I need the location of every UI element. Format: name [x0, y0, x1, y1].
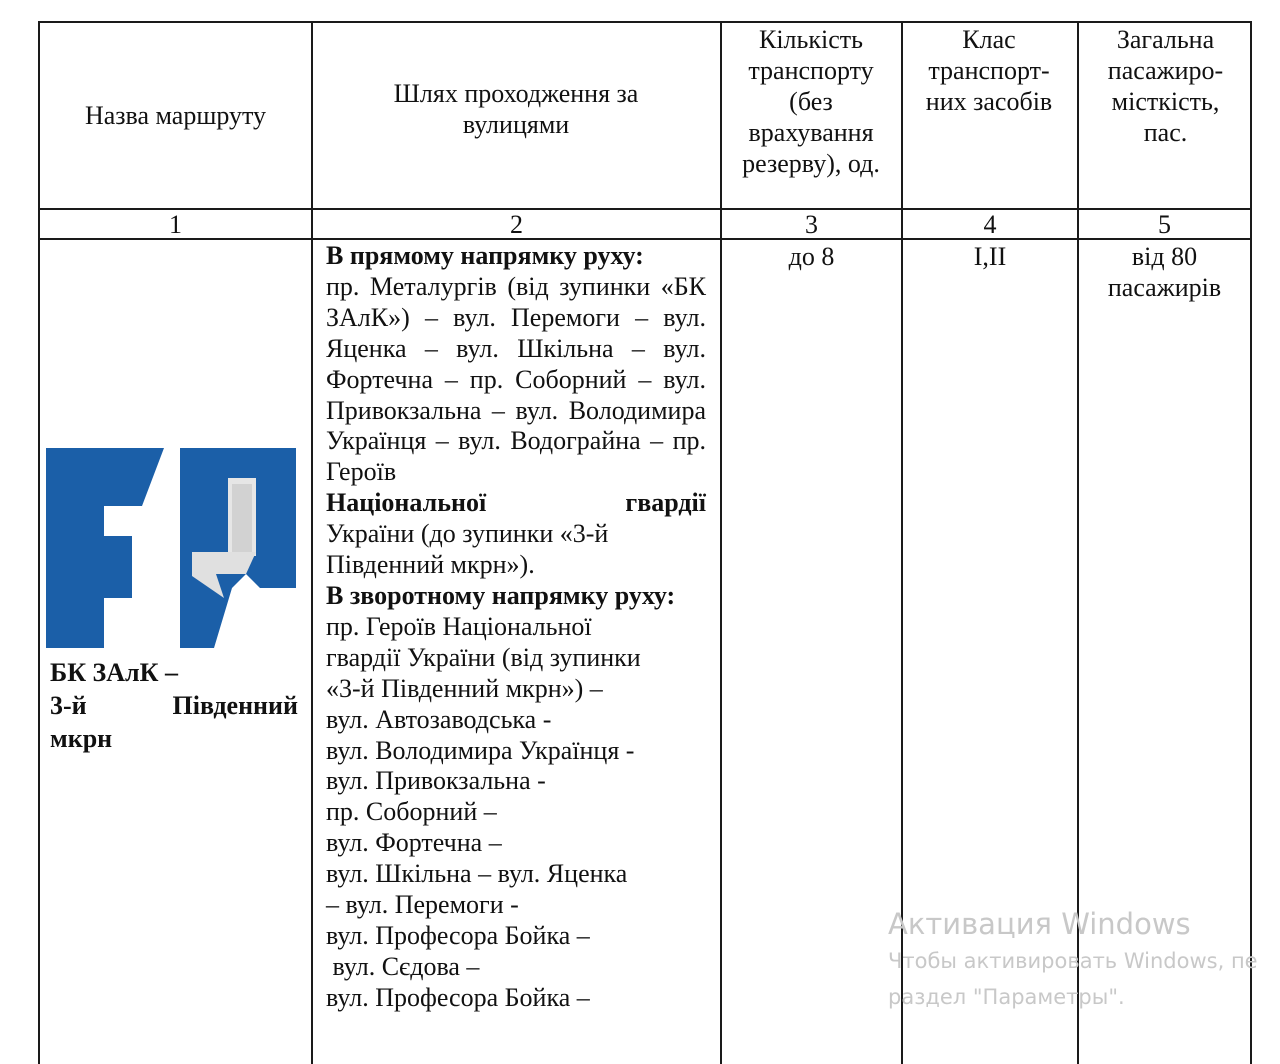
- header-vehicle-class-text: Клас транспорт-них засобів: [925, 25, 1053, 116]
- col-border-1: [311, 21, 313, 1064]
- forward-route-text-end: [326, 488, 706, 581]
- vehicle-count: до 8: [788, 242, 835, 271]
- reverse-route-line: вул. Володимира Українця -: [326, 735, 635, 765]
- vehicle-class: I,II: [973, 242, 1007, 271]
- route-name: [50, 656, 298, 755]
- reverse-route-list: [326, 612, 706, 1014]
- reverse-route-line: вул. Автозаводська -: [326, 704, 552, 734]
- route-name-line-1: БК ЗАлК –: [50, 658, 178, 687]
- column-number-1: 1: [169, 210, 182, 239]
- forward-route-text-bold: Національної гвардії: [326, 488, 706, 518]
- reverse-route-line: вул. Фортечна –: [326, 828, 502, 858]
- header-vehicle-count: [728, 24, 894, 179]
- header-route-path: [340, 23, 692, 208]
- reverse-route-line: гвардії України (від зупинки: [326, 642, 641, 672]
- reverse-route-line: – вул. Перемоги -: [326, 890, 519, 920]
- column-number-5: 5: [1158, 210, 1171, 239]
- reverse-route-line: вул. Сєдова –: [326, 951, 480, 981]
- reverse-route-line: пр. Соборний –: [326, 797, 497, 827]
- watermark-subtitle: Чтобы активировать Windows, пе: [888, 949, 1258, 973]
- forward-route-text: пр. Металургів (від зупинки «БК ЗАлК») – вул. Перемоги – вул. Яценка – вул. Шкільна – вул. Фортечна – пр. Соборний – вул. Привокзальна – вул. Володимира Українця – вул. Водограйна – пр. Героїв: [326, 271, 706, 487]
- column-number-3: 3: [805, 210, 818, 239]
- route-path: [326, 241, 706, 1014]
- route-name-line-2: 3-й Південний: [50, 691, 298, 720]
- forward-heading: В прямому напрямку руху:: [326, 241, 644, 270]
- header-route-name: [40, 23, 311, 208]
- reverse-route-line: пр. Героїв Національної: [326, 611, 592, 641]
- header-capacity: [1093, 24, 1238, 148]
- fp-logo: [46, 448, 296, 648]
- route-name-line-3: мкрн: [50, 724, 113, 753]
- reverse-route-line: «3-й Південний мкрн») –: [326, 673, 603, 703]
- watermark-title: Активация Windows: [888, 907, 1191, 941]
- windows-activation-watermark: [888, 905, 1258, 1015]
- forward-route-text-tail: України (до зупинки «3-й Південний мкрн»).: [326, 519, 609, 580]
- reverse-route-line: вул. Шкільна – вул. Яценка: [326, 859, 628, 889]
- reverse-route-line: вул. Привокзальна -: [326, 766, 546, 796]
- watermark-subtitle-2: раздел "Параметры".: [888, 985, 1125, 1009]
- reverse-route-line: вул. Професора Бойка –: [326, 920, 590, 950]
- header-vehicle-class: [914, 24, 1064, 117]
- capacity: [1079, 241, 1250, 303]
- capacity-line-2: пасажирів: [1107, 273, 1222, 302]
- header-capacity-text: Загальна пасажиро-місткість, пас.: [1107, 25, 1224, 147]
- reverse-heading: В зворотному напрямку руху:: [326, 580, 676, 610]
- header-vehicle-count-text: Кількість транспорту (без врахування резерву), од.: [742, 25, 880, 178]
- col-border-2: [720, 21, 722, 1064]
- column-number-2: 2: [510, 210, 523, 239]
- capacity-line-1: від 80: [1131, 242, 1198, 271]
- reverse-route-line: вул. Професора Бойка –: [326, 982, 590, 1012]
- header-route-path-text: Шлях проходження за вулицями: [393, 78, 639, 139]
- header-route-name-text: Назва маршруту: [84, 101, 267, 130]
- column-number-4: 4: [983, 210, 997, 239]
